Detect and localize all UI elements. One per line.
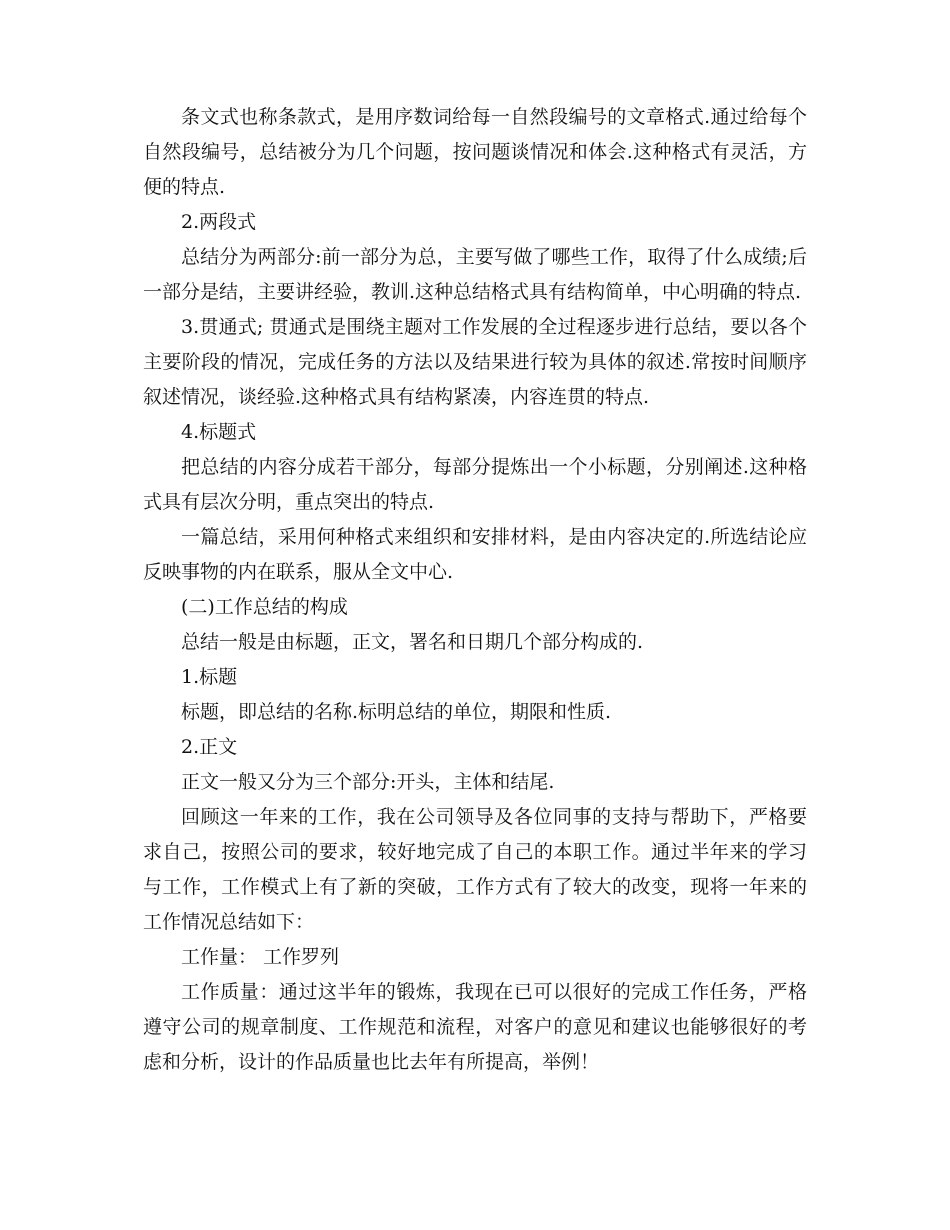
paragraph: 总结一般是由标题，正文，署名和日期几个部分构成的. [181,631,644,653]
paragraph: 3.贯通式; 贯通式是围绕主题对工作发展的全过程逐步进行总结，要以各个主要阶段的情况，完成任务的方法以及结果进行较为具体的叙述.常按时间顺序叙述情况，谈经验.这种格式具有结构紧凑，内容连贯的特点. [143,316,807,408]
paragraph: 总结分为两部分:前一部分为总，主要写做了哪些工作，取得了什么成绩;后一部分是结，主要讲经验，教训.这种总结格式具有结构简单，中心明确的特点. [143,246,807,303]
paragraph: 正文一般又分为三个部分:开头，主体和结尾. [181,771,555,793]
paragraph: 条文式也称条款式，是用序数词给每一自然段编号的文章格式.通过给每个自然段编号，总结被分为几个问题，按问题谈情况和体会.这种格式有灵活，方便的特点. [143,106,807,198]
paragraph: 把总结的内容分成若干部分，每部分提炼出一个小标题，分别阐述.这种格式具有层次分明，重点突出的特点. [143,456,807,513]
section-heading: 2.正文 [181,736,238,758]
section-heading: (二)工作总结的构成 [181,596,348,618]
section-heading: 2.两段式 [181,211,257,233]
paragraph: 一篇总结，采用何种格式来组织和安排材料，是由内容决定的.所选结论应反映事物的内在联系，服从全文中心. [143,526,807,583]
paragraph: 标题，即总结的名称.标明总结的单位，期限和性质. [181,701,612,723]
paragraph: 回顾这一年来的工作，我在公司领导及各位同事的支持与帮助下，严格要求自己，按照公司的要求，较好地完成了自己的本职工作。通过半年来的学习与工作，工作模式上有了新的突破，工作方式有了较大的改变，现将一年来的工作情况总结如下： [143,806,807,933]
document-body [143,100,807,1080]
section-heading: 4.标题式 [181,421,257,443]
section-heading: 1.标题 [181,666,238,688]
paragraph: 工作量： 工作罗列 [181,946,340,968]
paragraph: 工作质量：通过这半年的锻炼，我现在已可以很好的完成工作任务，严格遵守公司的规章制度、工作规范和流程，对客户的意见和建议也能够很好的考虑和分析，设计的作品质量也比去年有所提高，举例！ [143,981,807,1073]
